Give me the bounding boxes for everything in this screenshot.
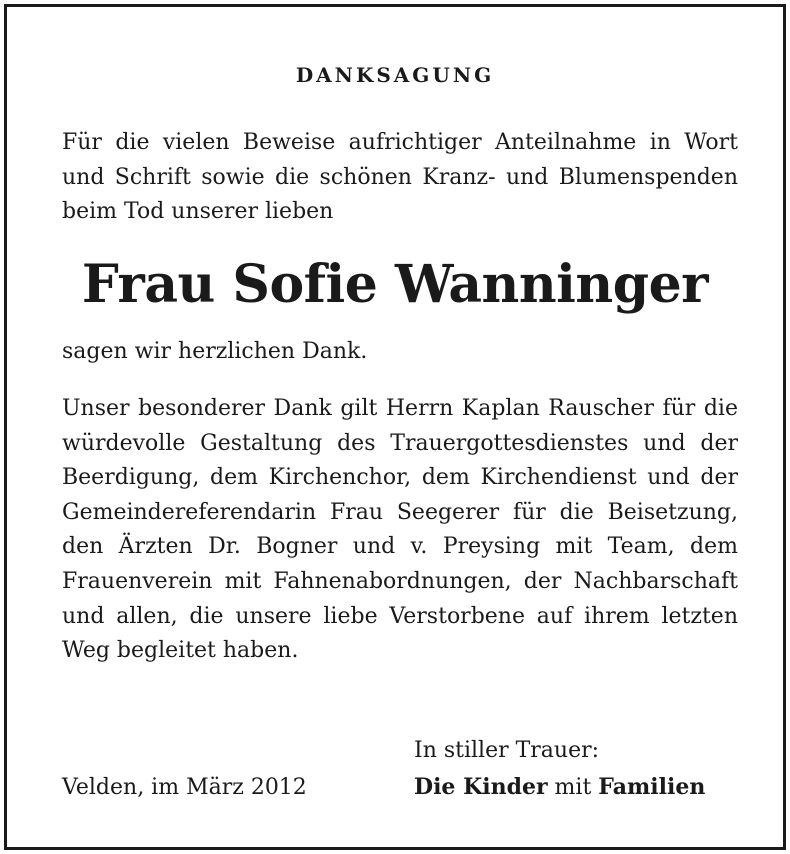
signature-families: Familien	[598, 774, 706, 800]
signature-children: Die Kinder	[414, 774, 548, 800]
place-date: Velden, im März 2012	[62, 775, 307, 800]
thanks-line: sagen wir herzlichen Dank.	[62, 339, 368, 364]
deceased-name: Frau Sofie Wanninger	[81, 254, 709, 315]
signature-line	[414, 769, 705, 806]
signature-with: mit	[554, 775, 592, 800]
intro-paragraph: Für die vielen Beweise aufrichtiger Anteilnahme in Wort und Schrift sowie die schönen Kranz- und Blumenspenden beim Tod unserer lieben	[62, 130, 738, 225]
mourning-line: In stiller Trauer:	[414, 738, 600, 763]
signature-block	[414, 733, 705, 806]
notice-heading: DANKSAGUNG	[295, 63, 495, 87]
body-paragraph: Unser besonderer Dank gilt Herrn Kaplan Rauscher für die würdevolle Gestaltung des Trauergottesdienstes und der Beerdigung, dem Kirchenchor, dem Kirchendienst und der Gemeindereferendarin Frau Seegerer für die Beisetzung, den Ärzten Dr. Bogner und v. Preysing mit Team, dem Frauenverein mit Fahnenabordnungen, der Nachbarschaft und allen, die unsere liebe Verstorbene auf ihrem letzten Weg begleitet haben.	[62, 396, 738, 664]
